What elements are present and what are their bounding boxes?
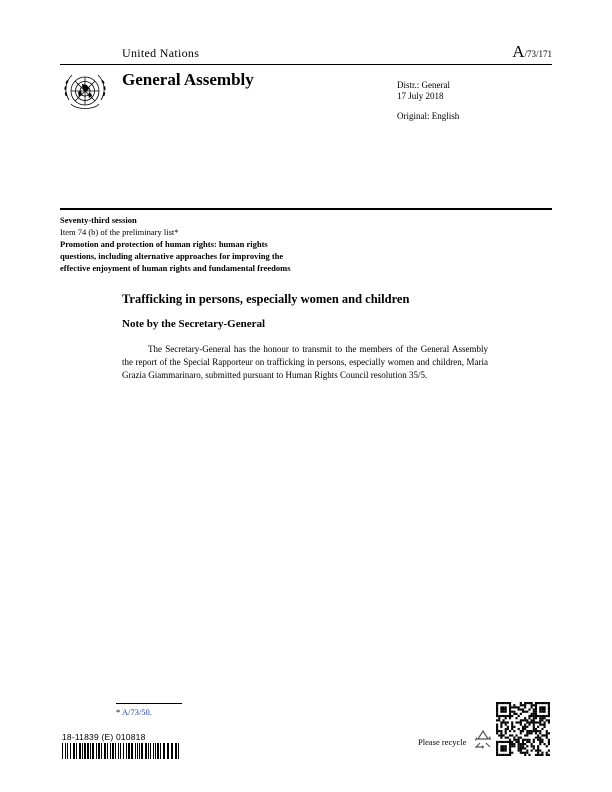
- organization-name: United Nations: [122, 46, 200, 60]
- organ-title: General Assembly: [122, 70, 254, 89]
- recycle-label: Please recycle: [418, 737, 467, 747]
- distribution-block: [397, 80, 459, 122]
- footnote-link[interactable]: A/73/50.: [121, 707, 152, 717]
- document-date: 17 July 2018: [397, 91, 444, 101]
- session-title: Seventy-third session: [60, 215, 137, 225]
- session-rule: [60, 208, 552, 210]
- symbol-prefix: A: [512, 42, 525, 61]
- job-number: 18-11839 (E) 010818: [62, 732, 146, 742]
- barcode-icon: [62, 743, 182, 759]
- footnote-mark: *: [116, 707, 121, 717]
- footnote: [116, 707, 152, 717]
- qr-code-icon: [496, 702, 550, 756]
- agenda-item: Item 74 (b) of the preliminary list*: [60, 227, 179, 237]
- original-language: Original: English: [397, 111, 460, 121]
- symbol-number: /73/171: [524, 49, 552, 59]
- footnote-rule: [116, 703, 182, 704]
- agenda-title-line-1: Promotion and protection of human rights: human rights: [60, 239, 268, 249]
- document-subtitle: Note by the Secretary-General: [122, 318, 266, 330]
- header-rule: [60, 64, 552, 65]
- un-emblem-icon: [60, 70, 110, 116]
- recycle-icon: [472, 728, 494, 750]
- agenda-title-line-2: questions, including alternative approaches for improving the: [60, 251, 284, 261]
- distribution-label: Distr.: General: [397, 80, 450, 90]
- document-title: Trafficking in persons, especially women and children: [122, 292, 410, 306]
- body-paragraph: The Secretary-General has the honour to transmit to the members of the General Assembly the report of the Special Rapporteur on trafficking in persons, especially women and children, Maria Grazia Giammarinaro, submitted pursuant to Human Rights Council resolution 35/5.: [122, 344, 488, 380]
- session-block: [60, 214, 360, 274]
- document-symbol: [512, 42, 552, 62]
- agenda-title-line-3: effective enjoyment of human rights and fundamental freedoms: [60, 263, 291, 273]
